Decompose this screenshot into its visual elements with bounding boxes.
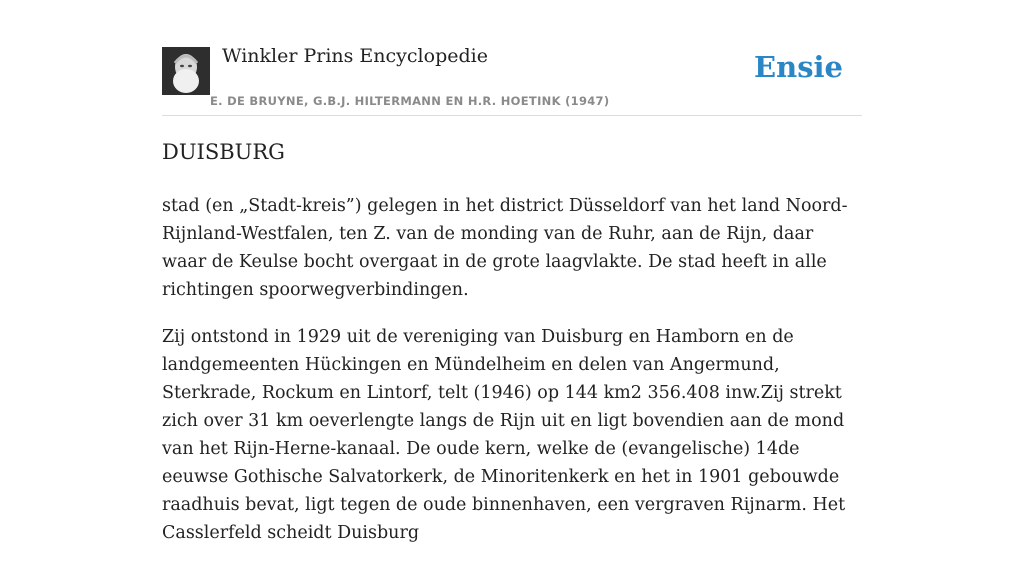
- book-authors: E. DE BRUYNE, G.B.J. HILTERMANN EN H.R. HOETINK (1947): [210, 94, 610, 108]
- entry-paragraph: stad (en „Stadt-kreis”) gelegen in het district Düsseldorf van het land Noord-Rijnland-Westfalen, ten Z. van de monding van de Ruhr, aan de Rijn, daar waar de Keulse bocht overgaat in de grote laagvlakte. De stad heeft in alle richtingen spoorwegverbindingen.: [162, 196, 848, 300]
- entry-paragraph: Zij ontstond in 1929 uit de vereniging van Duisburg en Hamborn en de landgemeenten Hückingen en Mündelheim en delen van Angermund, Sterkrade, Rockum en Lintorf, telt (1946) op 144 km2 356.408 inw.Zij strekt zich over 31 km oeverlengte langs de Rijn uit en ligt bovendien aan de mond van het Rijn-Herne-kanaal. De oude kern, welke de (evangelische) 14de eeuwse Gothische Salvatorkerk, de Minoritenkerk en het in 1901 gebouwde raadhuis bevat, ligt tegen de oude binnenhaven, een vergraven Rijnarm. Het Casslerfeld scheidt Duisburg: [162, 327, 846, 543]
- author-avatar: [162, 47, 210, 95]
- portrait-icon: [162, 47, 210, 95]
- book-title[interactable]: Winkler Prins Encyclopedie: [222, 45, 488, 67]
- entry-title: DUISBURG: [162, 140, 285, 164]
- header: [162, 45, 862, 116]
- entry-body: [162, 192, 862, 566]
- ensie-logo[interactable]: Ensie: [754, 50, 843, 84]
